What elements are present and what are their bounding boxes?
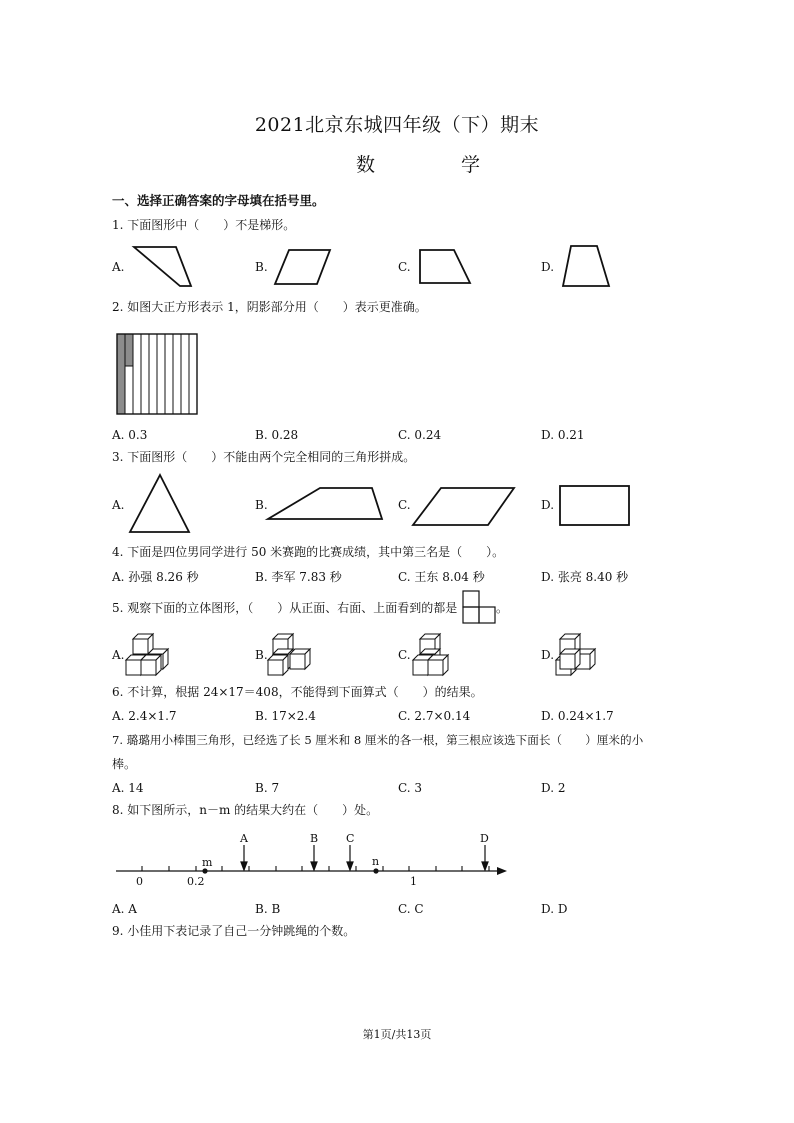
q8-option-c: C. C [398, 902, 424, 916]
label-b: B [310, 832, 319, 845]
label-m: m [202, 856, 213, 869]
label-d: D [480, 832, 489, 845]
q9-stem: 9. 小佳用下表记录了自己一分钟跳绳的个数。 [112, 924, 356, 938]
q5-stem: 5. 观察下面的立体图形，（ ）从正面、右面、上面看到的都是 [112, 601, 458, 615]
q8-option-b: B. B [255, 902, 281, 916]
q7-option-d: D. 2 [541, 781, 566, 795]
q6-option-c: C. 2.7×0.14 [398, 709, 471, 723]
q8-option-d: D. D [541, 902, 568, 916]
q1-option-d: D. [541, 260, 555, 274]
q2-option-c: C. 0.24 [398, 428, 442, 442]
q3-stem: 3. 下面图形（ ）不能由两个完全相同的三角形拼成。 [112, 450, 416, 464]
q7-option-c: C. 3 [398, 781, 423, 795]
number-line-arrowhead [497, 867, 507, 875]
q5-option-b: B. [255, 648, 268, 662]
q4-option-a: A. 孙强 8.26 秒 [112, 570, 199, 584]
q6-option-a: A. 2.4×1.7 [112, 709, 177, 723]
q6-option-b: B. 17×2.4 [255, 709, 316, 723]
point-n [373, 868, 378, 873]
q5-option-d: D. [541, 648, 555, 662]
q1-option-c: C. [398, 260, 411, 274]
q4-option-d: D. 张亮 8.40 秒 [541, 570, 629, 584]
q1-option-a: A. [112, 260, 125, 274]
label-one: 1 [410, 875, 417, 888]
section-heading: 一、选择正确答案的字母填在括号里。 [112, 193, 325, 208]
q8-stem: 8. 如下图所示，n－m 的结果大约在（ ）处。 [112, 803, 379, 817]
q5-option-c: C. [398, 648, 411, 662]
page-footer: 第1页/共13页 [362, 1028, 432, 1041]
q2-option-a: A. 0.3 [112, 428, 148, 442]
q7-stem-line1: 7. 璐璐用小棒围三角形，已经选了长 5 厘米和 8 厘米的各一根，第三根应该选下面长（ ）厘米的小 [112, 733, 644, 747]
q3-option-b: B. [255, 498, 268, 512]
q4-option-c: C. 王东 8.04 秒 [398, 570, 485, 584]
label-c: C [346, 832, 355, 845]
q2-option-d: D. 0.21 [541, 428, 585, 442]
page-subject: 数 学 [356, 154, 521, 176]
q1-option-b: B. [255, 260, 268, 274]
q6-stem: 6. 不计算，根据 24×17＝408，不能得到下面算式（ ）的结果。 [112, 685, 483, 699]
q1-stem: 1. 下面图形中（ ）不是梯形。 [112, 218, 296, 232]
q5-option-a: A. [112, 648, 125, 662]
q3-option-a: A. [112, 498, 125, 512]
q7-stem-line2: 棒。 [112, 757, 137, 771]
label-zero: 0 [136, 875, 143, 888]
point-m [202, 868, 207, 873]
q3-option-c: C. [398, 498, 411, 512]
label-point2: 0.2 [187, 875, 205, 888]
label-a: A [240, 832, 248, 845]
page-title: 2021北京东城四年级（下）期末 [254, 114, 540, 136]
q8-option-a: A. A [112, 902, 137, 916]
q7-option-b: B. 7 [255, 781, 280, 795]
label-n: n [372, 855, 380, 868]
q2-option-b: B. 0.28 [255, 428, 299, 442]
arrow-markers [241, 845, 488, 870]
q6-option-d: D. 0.24×1.7 [541, 709, 614, 723]
q3-option-d: D. [541, 498, 555, 512]
q4-stem: 4. 下面是四位男同学进行 50 米赛跑的比赛成绩，其中第三名是（ ）。 [112, 545, 505, 559]
q4-option-b: B. 李军 7.83 秒 [255, 570, 342, 584]
q2-stem: 2. 如图大正方形表示 1，阴影部分用（ ）表示更准确。 [112, 300, 427, 314]
q5-stem-end: 。 [496, 601, 509, 615]
q7-option-a: A. 14 [112, 781, 144, 795]
